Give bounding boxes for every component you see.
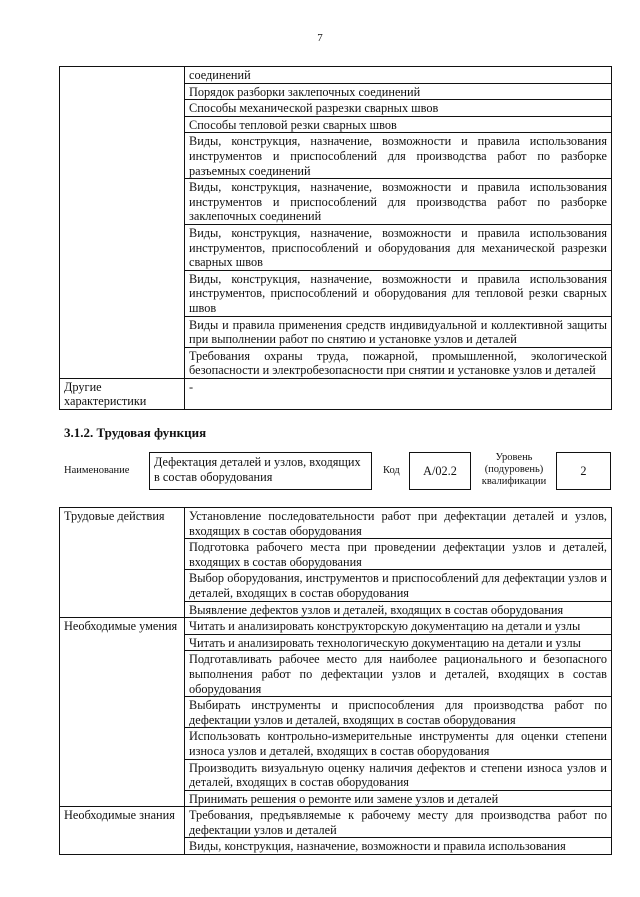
row-item-text: Виды, конструкция, назначение, возможности и правила использования инструментов и приспособлений для производства работ по разборке разъемных соединений <box>185 133 612 179</box>
table-row <box>60 807 612 838</box>
row-item-text: Виды, конструкция, назначение, возможности и правила использования инструментов и приспособлений для производства работ по разборке заклепочных соединений <box>185 179 612 225</box>
row-category-label <box>60 67 185 379</box>
row-category-label: Необходимые умения <box>60 618 185 807</box>
row-item-text: Читать и анализировать конструкторскую документацию на детали и узлы <box>185 618 612 635</box>
row-item-text: Подготовка рабочего места при проведении дефектации узлов и деталей, входящих в состав оборудования <box>185 539 612 570</box>
row-item-text: Требования охраны труда, пожарной, промышленной, экологической безопасности и электробезопасности при снятии и установке узлов и деталей <box>185 347 612 378</box>
table-row <box>60 508 612 539</box>
section-title: 3.1.2. Трудовая функция <box>64 425 207 440</box>
row-item-text: Производить визуальную оценку наличия дефектов и степени износа узлов и деталей, входящих в состав оборудования <box>185 759 612 790</box>
row-item-text: Выбор оборудования, инструментов и приспособлений для дефектации узлов и деталей, входящих в состав оборудования <box>185 570 612 601</box>
name-label: Наименование <box>64 465 130 476</box>
level-label: Уровень (подуровень) квалификации <box>481 452 547 487</box>
table-row <box>60 378 612 409</box>
row-item-text: Виды, конструкция, назначение, возможности и правила использования <box>185 838 612 855</box>
function-header <box>0 452 640 497</box>
name-value: Дефектация деталей и узлов, входящих в состав оборудования <box>149 452 372 490</box>
row-item-text: Установление последовательности работ при дефектации деталей и узлов, входящих в состав оборудования <box>185 508 612 539</box>
level-value: 2 <box>556 452 611 490</box>
page-number: 7 <box>317 32 323 44</box>
table-row <box>60 67 612 84</box>
knowledge-table-continued <box>59 66 612 410</box>
row-item-text: Виды, конструкция, назначение, возможности и правила использования инструментов, приспособлений и оборудования для тепловой резки сварных швов <box>185 270 612 316</box>
table-row <box>60 618 612 635</box>
row-item-text: Принимать решения о ремонте или замене узлов и деталей <box>185 790 612 807</box>
row-item-text: Способы тепловой резки сварных швов <box>185 116 612 133</box>
row-item-text: - <box>185 378 612 409</box>
row-item-text: Читать и анализировать технологическую документацию на детали и узлы <box>185 634 612 651</box>
code-value: А/02.2 <box>409 452 471 490</box>
row-item-text: соединений <box>185 67 612 84</box>
row-item-text: Виды и правила применения средств индивидуальной и коллективной защиты при выполнении работ по снятию и установке узлов и деталей <box>185 316 612 347</box>
row-category-label: Необходимые знания <box>60 807 185 855</box>
row-item-text: Выбирать инструменты и приспособления для производства работ по дефектации узлов и деталей, входящих в состав оборудования <box>185 697 612 728</box>
row-category-label: Трудовые действия <box>60 508 185 618</box>
row-category-label: Другие характеристики <box>60 378 185 409</box>
row-item-text: Выявление дефектов узлов и деталей, входящих в состав оборудования <box>185 601 612 618</box>
row-item-text: Порядок разборки заклепочных соединений <box>185 83 612 100</box>
row-item-text: Способы механической разрезки сварных швов <box>185 100 612 117</box>
row-item-text: Использовать контрольно-измерительные инструменты для оценки степени износа узлов и деталей, входящих в состав оборудования <box>185 728 612 759</box>
code-label: Код <box>383 465 400 476</box>
row-item-text: Требования, предъявляемые к рабочему месту для производства работ по дефектации узлов и деталей <box>185 807 612 838</box>
labor-function-table <box>59 507 612 855</box>
row-item-text: Виды, конструкция, назначение, возможности и правила использования инструментов, приспособлений и оборудования для механической разрезки сварных швов <box>185 224 612 270</box>
row-item-text: Подготавливать рабочее место для наиболее рационального и безопасного выполнения работ по дефектации узлов и деталей, входящих в состав оборудования <box>185 651 612 697</box>
